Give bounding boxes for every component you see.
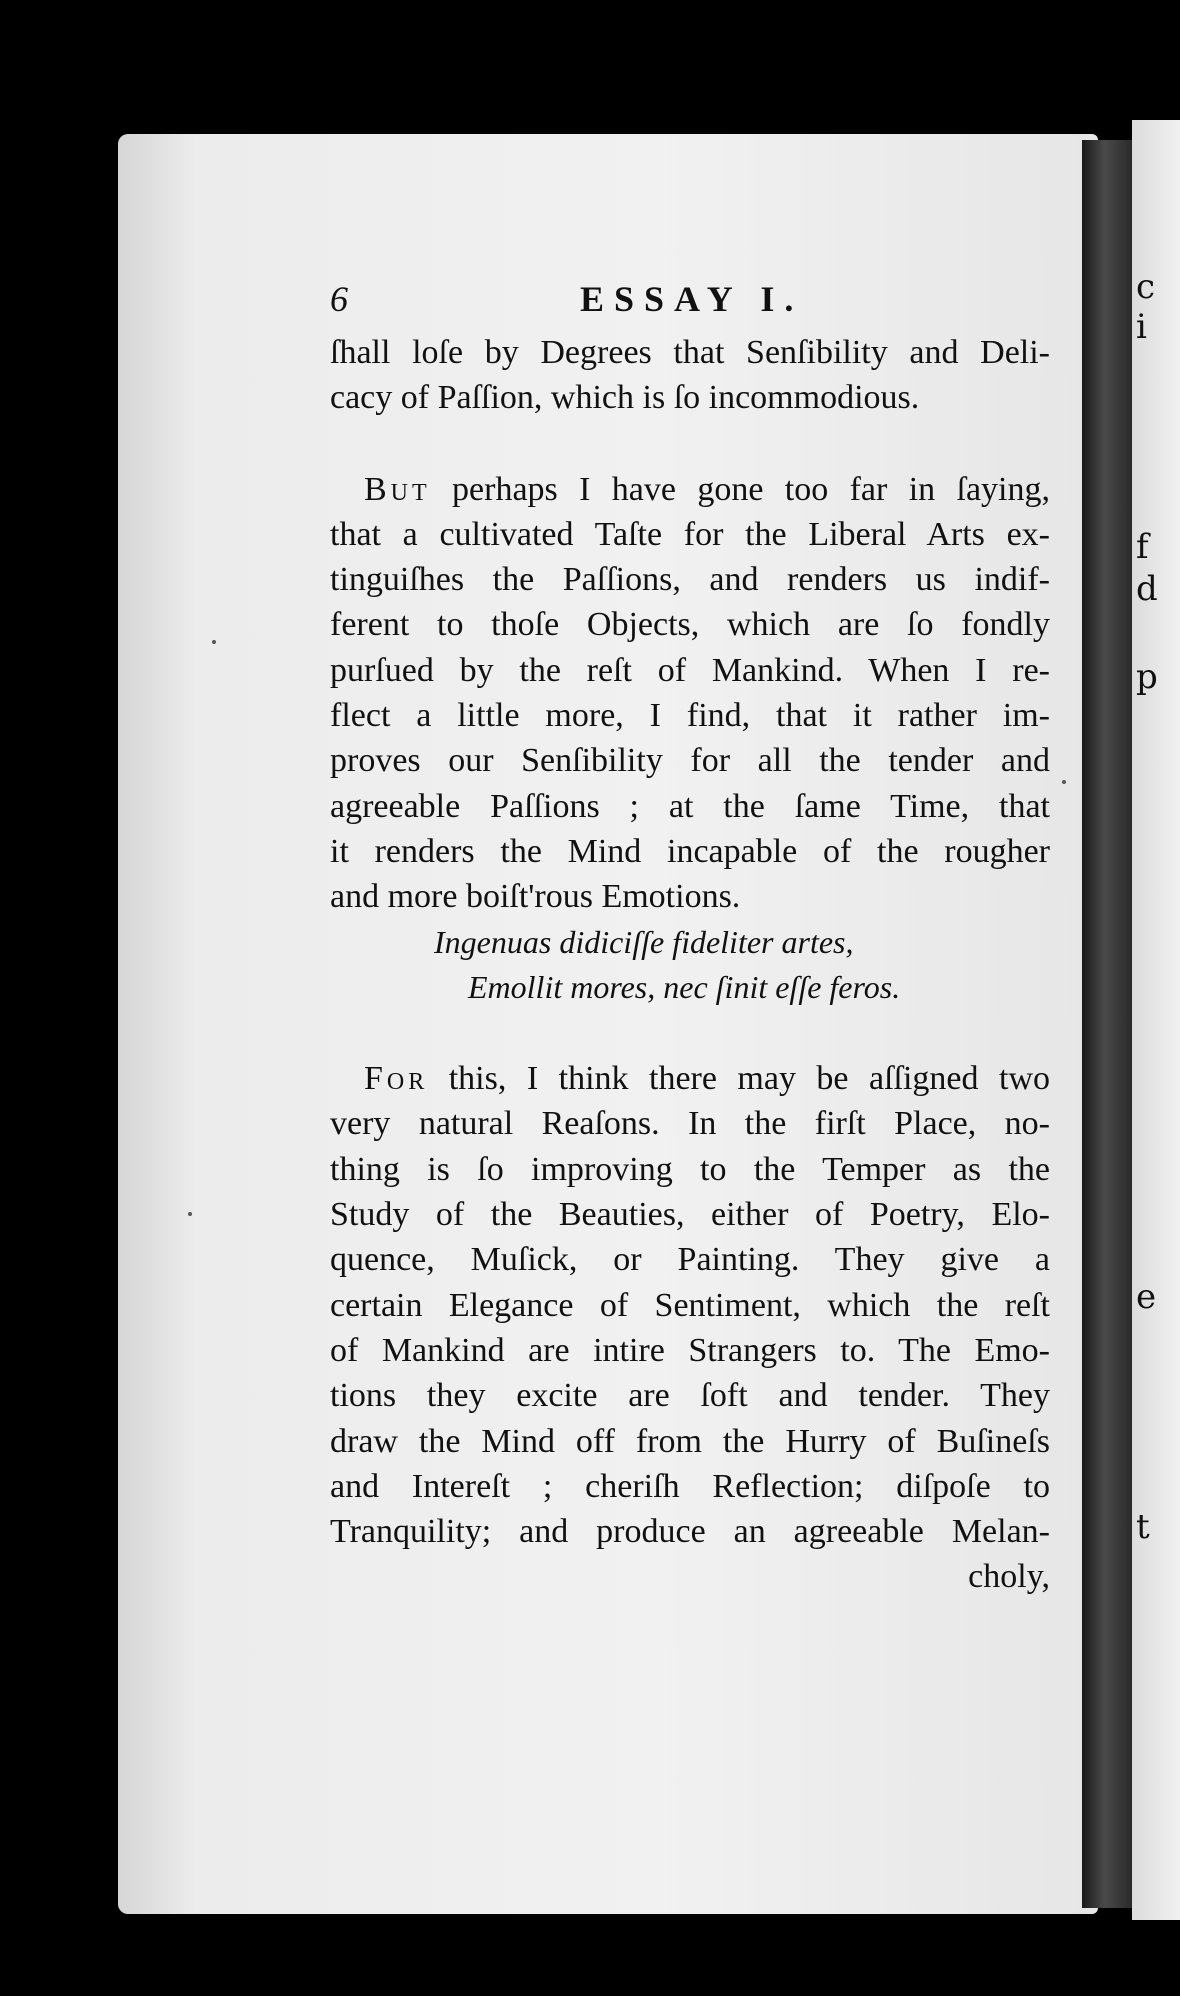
text-line: and more boiſt'rous Emotions. (330, 878, 741, 916)
text-line: proves our Senſibility for all the tender and (330, 742, 1050, 780)
text-line: purſued by the reſt of Mankind. When I re- (330, 651, 1050, 689)
first-line-rest: this, I think there may be aſſigned two (428, 1060, 1050, 1098)
text-line (330, 467, 1050, 512)
ink-speck (212, 640, 216, 644)
text-line: tinguiſhes the Paſſions, and renders us indif- (330, 561, 1050, 599)
opening-word: For (364, 1060, 429, 1098)
text-line: draw the Mind off from the Hurry of Buſineſs (330, 1422, 1050, 1460)
text-line: agreeable Paſſions ; at the ſame Time, that (330, 787, 1050, 825)
facing-page-edge (1132, 120, 1180, 1920)
text-line: it renders the Mind incapable of the rougher (330, 832, 1050, 870)
ink-speck (188, 1212, 192, 1216)
opening-word: But (364, 470, 431, 508)
text-line: that a cultivated Taſte for the Liberal Arts ex- (330, 515, 1050, 553)
ink-speck (1062, 780, 1066, 784)
facing-page-fragment: e (1136, 1277, 1157, 1317)
facing-page-fragment: c (1136, 267, 1156, 307)
text-line: certain Elegance of Sentiment, which the reſt (330, 1286, 1050, 1324)
facing-page-fragment: t (1136, 1507, 1150, 1547)
first-line-rest: perhaps I have gone too far in ſaying, (430, 470, 1050, 508)
facing-page-fragment: i (1136, 307, 1147, 347)
text-line: thing is ſo improving to the Temper as the (330, 1150, 1050, 1188)
text-line (330, 1056, 1050, 1101)
verse-quotation (330, 920, 1050, 1011)
facing-page-fragment: d (1136, 569, 1158, 609)
text-line: tions they excite are ſoft and tender. They (330, 1377, 1050, 1415)
text-line: ſhall loſe by Degrees that Senſibility and Deli- (330, 334, 1050, 371)
page-header (330, 278, 1050, 330)
verse-line: Ingenuas didiciſſe fideliter artes, (434, 923, 854, 960)
verse-line: Emollit mores, nec ſinit eſſe feros. (468, 968, 901, 1005)
page-text (330, 278, 1050, 1600)
text-line: cacy of Paſſion, which is ſo incommodious. (330, 379, 920, 417)
text-line: Study of the Beauties, either of Poetry, Elo- (330, 1196, 1050, 1234)
text-line: of Mankind are intire Strangers to. The Emo- (330, 1331, 1050, 1369)
text-line: and Intereſt ; cheriſh Reflection; diſpoſe to (330, 1467, 1050, 1505)
catchword: choly, (968, 1558, 1050, 1596)
text-line: very natural Reaſons. In the firſt Place, no- (330, 1105, 1050, 1143)
text-line: quence, Muſick, or Painting. They give a (330, 1241, 1050, 1279)
text-line: Tranquility; and produce an agreeable Melan- (330, 1513, 1050, 1551)
paragraph-3 (330, 1056, 1050, 1554)
page-number: 6 (330, 279, 348, 319)
book-gutter (1082, 140, 1132, 1908)
paragraph-2 (330, 467, 1050, 920)
facing-page-fragment: f (1136, 527, 1149, 567)
facing-page-fragment: p (1136, 657, 1158, 697)
paragraph-1 (330, 330, 1050, 421)
text-line: flect a little more, I find, that it rather im- (330, 697, 1050, 735)
text-line: ferent to thoſe Objects, which are ſo fondly (330, 606, 1050, 644)
running-head: ESSAY I. (580, 279, 804, 319)
